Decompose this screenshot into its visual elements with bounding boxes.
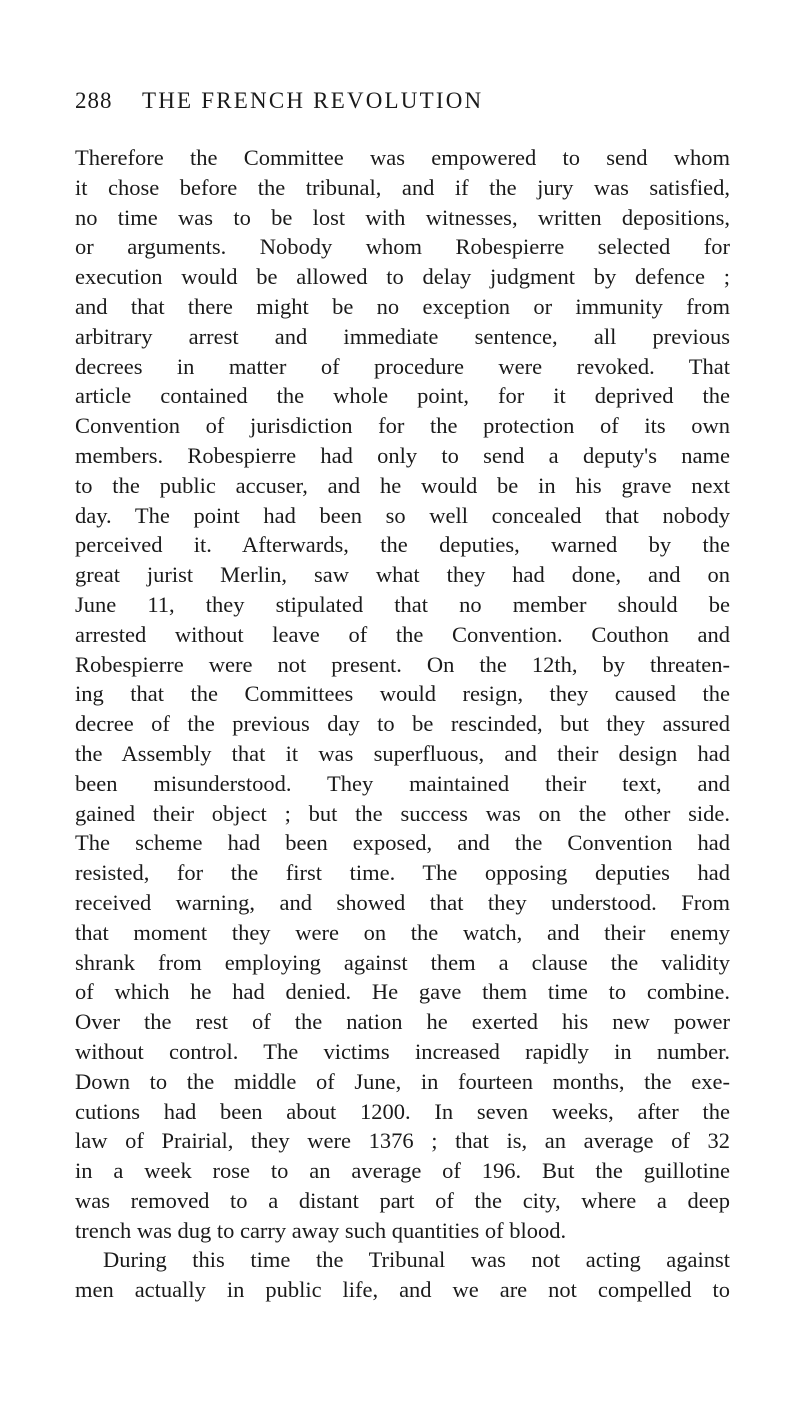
text-line: members. Robespierre had only to send a deputy's name [75,442,730,468]
text-line: without control. The victims increased rapidly in number. [75,1038,730,1064]
text-line: resisted, for the first time. The opposing deputies had [75,860,730,886]
text-line: men actually in public life, and we are not compelled to [75,1277,730,1303]
text-line: execution would be allowed to delay judgment by defence ; [75,264,730,290]
text-line: article contained the whole point, for it deprived the [75,383,730,409]
text-line: Therefore the Committee was empowered to send whom [75,145,730,170]
text-line: was removed to a distant part of the city, where a deep [75,1187,730,1213]
text-line: to the public accuser, and he would be in his grave next [75,472,730,498]
text-line: Down to the middle of June, in fourteen months, the exe- [75,1068,730,1094]
text-line: that moment they were on the watch, and their enemy [75,919,730,945]
page-number: 288 [75,88,113,113]
running-title: THE FRENCH REVOLUTION [142,88,484,113]
text-line: arrested without leave of the Convention. Couthon and [75,621,730,647]
page-header [75,88,635,122]
text-line: gained their object ; but the success was on the other side. [75,800,730,826]
text-line: trench was dug to carry away such quantities of blood. [75,1217,567,1243]
text-line: great jurist Merlin, saw what they had done, and on [75,562,730,588]
text-line: The scheme had been exposed, and the Convention had [75,830,730,856]
text-line: been misunderstood. They maintained their text, and [75,770,730,796]
text-line: received warning, and showed that they understood. From [75,889,730,915]
text-line: ing that the Committees would resign, they caused the [75,681,730,707]
text-line: During this time the Tribunal was not acting against [103,1247,730,1273]
body-text [75,143,730,1305]
text-line: no time was to be lost with witnesses, written depositions, [75,204,730,230]
text-line: cutions had been about 1200. In seven weeks, after the [75,1098,730,1124]
text-line: day. The point had been so well concealed that nobody [75,502,730,528]
text-line: it chose before the tribunal, and if the jury was satisfied, [75,174,730,200]
text-line: Convention of jurisdiction for the protection of its own [75,413,730,439]
text-line: in a week rose to an average of 196. But the guillotine [75,1158,730,1184]
text-line: arbitrary arrest and immediate sentence, all previous [75,323,730,349]
text-line: decrees in matter of procedure were revoked. That [75,353,730,379]
text-line: Over the rest of the nation he exerted his new power [75,1009,730,1035]
text-line: of which he had denied. He gave them time to combine. [75,979,730,1005]
text-line: decree of the previous day to be rescinded, but they assured [75,711,730,737]
text-line: shrank from employing against them a clause the validity [75,949,730,975]
text-line: and that there might be no exception or immunity from [75,293,730,319]
text-line: Robespierre were not present. On the 12th, by threaten- [75,651,730,677]
text-line: or arguments. Nobody whom Robespierre selected for [75,234,730,260]
text-line: the Assembly that it was superfluous, and their design had [75,740,730,766]
text-line: law of Prairial, they were 1376 ; that is, an average of 32 [75,1128,730,1154]
text-line: perceived it. Afterwards, the deputies, warned by the [75,532,730,558]
text-line: June 11, they stipulated that no member should be [75,591,730,617]
